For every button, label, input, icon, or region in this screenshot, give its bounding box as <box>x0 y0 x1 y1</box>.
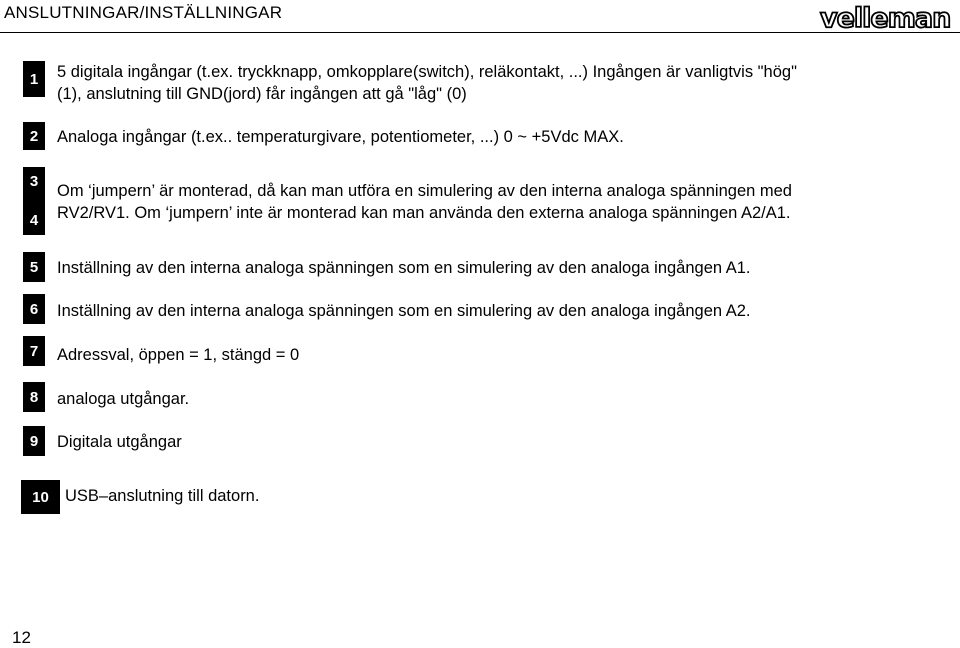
item-badge-6: 6 <box>23 294 45 324</box>
item-7-line-1: Adressval, öppen = 1, stängd = 0 <box>57 346 300 364</box>
item-badge-10: 10 <box>21 480 60 514</box>
item-text-9 <box>57 431 182 453</box>
item-badge-3-label: 3 <box>29 173 39 190</box>
item-badge-8: 8 <box>23 382 45 412</box>
item-2-line-1: Analoga ingångar (t.ex.. temperaturgivare, potentiometer, ...) 0 ~ +5Vdc MAX. <box>57 128 624 146</box>
item-text-8 <box>57 388 189 410</box>
item-text-2 <box>57 126 624 148</box>
item-badge-9: 9 <box>23 426 45 456</box>
item-text-7 <box>57 344 299 366</box>
item-badge-3-4 <box>23 167 45 235</box>
page-number: 12 <box>12 628 31 647</box>
item-6-line-1: Inställning av den interna analoga spänningen som en simulering av den analoga ingången A2. <box>57 302 751 320</box>
item-text-1 <box>57 61 797 105</box>
item-10-line-1: USB–anslutning till datorn. <box>65 487 260 505</box>
velleman-logo <box>818 3 958 31</box>
item-text-5 <box>57 257 751 279</box>
logo-text: velleman <box>820 3 951 31</box>
item-text-3-4 <box>57 180 792 224</box>
item-9-line-1: Digitala utgångar <box>57 433 182 451</box>
item-badge-7: 7 <box>23 336 45 366</box>
header-divider <box>0 32 960 33</box>
item-5-line-1: Inställning av den interna analoga spänningen som en simulering av den analoga ingången A1. <box>57 259 751 277</box>
page-header-title: ANSLUTNINGAR/INSTÄLLNINGAR <box>4 3 283 22</box>
item-1-line-2: (1), anslutning till GND(jord) får ingången att gå "låg" (0) <box>57 85 467 103</box>
item-badge-4-label: 4 <box>29 212 39 229</box>
item-text-10 <box>65 485 259 507</box>
item-badge-5: 5 <box>23 252 45 282</box>
item-badge-2: 2 <box>23 122 45 150</box>
item-text-6 <box>57 300 751 322</box>
item-badge-1: 1 <box>23 61 45 97</box>
item-4-line-1: Om ‘jumpern’ är monterad, då kan man utföra en simulering av den interna analoga spänningen med <box>57 182 792 200</box>
item-1-line-1: 5 digitala ingångar (t.ex. tryckknapp, omkopplare(switch), reläkontakt, ...) Ingången är vanligtvis "hög" <box>57 63 797 81</box>
item-4-line-2: RV2/RV1. Om ‘jumpern’ inte är monterad kan man använda den externa analoga spänningen A2/A1. <box>57 204 791 222</box>
item-8-line-1: analoga utgångar. <box>57 390 190 408</box>
